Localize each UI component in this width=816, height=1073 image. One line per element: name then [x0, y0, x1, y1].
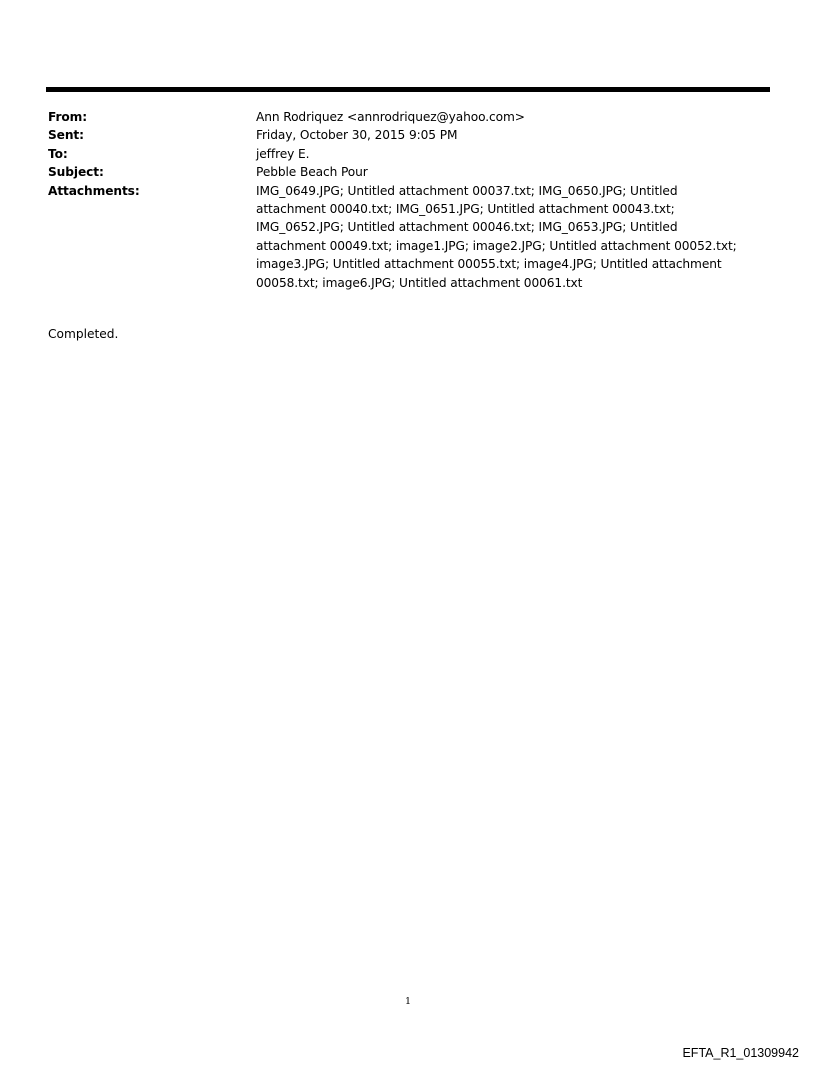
from-row	[48, 108, 748, 126]
page-number: 1	[404, 996, 412, 1007]
sent-label: Sent:	[48, 128, 84, 143]
attachments-row	[48, 182, 748, 292]
to-label: To:	[48, 146, 68, 161]
sent-value: Friday, October 30, 2015 9:05 PM	[256, 128, 458, 143]
document-id: EFTA_R1_01309942	[682, 1046, 799, 1060]
header-divider	[46, 87, 770, 92]
sent-row	[48, 126, 748, 144]
to-value: jeffrey E.	[256, 146, 310, 161]
subject-row	[48, 163, 748, 181]
email-body: Completed.	[48, 327, 119, 341]
subject-label: Subject:	[48, 165, 104, 180]
attachments-value: IMG_0649.JPG; Untitled attachment 00037.txt; IMG_0650.JPG; Untitled attachment 00040.txt; IMG_0651.JPG; Untitled attachment 00043.txt; IMG_0652.JPG; Untitled attachment 00046.txt; IMG_0653.JPG; Untitled attachment 00049.txt; image1.JPG; image2.JPG; Untitled attachment 00052.txt; image3.JPG; Untitled attachment 00055.txt; image4.JPG; Untitled attachment 00058.txt; image6.JPG; Untitled attachment 00061.txt	[256, 183, 737, 290]
from-value: Ann Rodriquez <annrodriquez@yahoo.com>	[256, 110, 525, 124]
subject-value: Pebble Beach Pour	[256, 165, 368, 180]
attachments-label: Attachments:	[48, 183, 140, 198]
from-label: From:	[48, 110, 88, 124]
email-header-block	[48, 108, 748, 292]
to-row	[48, 145, 748, 163]
